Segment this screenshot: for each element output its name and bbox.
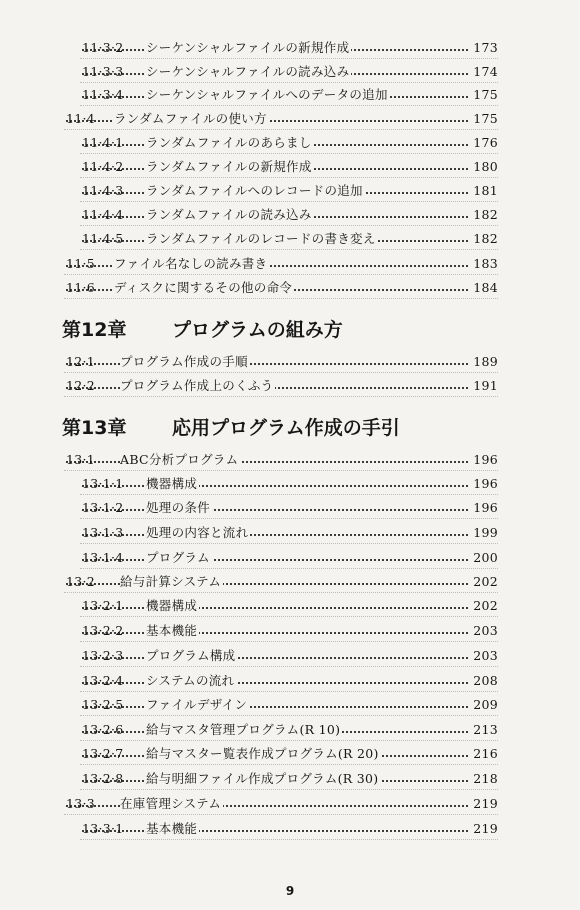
entry-title: 基本機能 [146,620,199,642]
entry-number: 13·3·1 [82,821,124,836]
entry-number: 13·3 [66,796,96,811]
entry-number: 11·4·3 [82,183,124,198]
entry-page: 219 [468,793,498,815]
entry-page: 208 [468,670,498,692]
entry-title: 基本機能 [146,818,199,840]
toc-entry [82,670,498,692]
toc-entry [82,547,498,569]
page-number: 9 [285,884,295,898]
entry-title: ランダムファイルのレコードの書き変え [146,228,378,250]
entry-page: 175 [468,108,498,130]
entry-page: 182 [468,228,498,250]
entry-page: 202 [468,595,498,617]
entry-title: ランダムファイルの読み込み [146,204,314,226]
toc-entry [82,522,498,544]
dot-leader [82,473,468,495]
entry-page: 173 [468,37,498,59]
entry-number: 13·2·8 [82,771,124,786]
toc-entry [66,351,498,373]
toc-entry [66,571,498,593]
entry-title: ランダムファイルの使い方 [114,108,269,130]
entry-number: 13·2·7 [82,746,124,761]
entry-number: 13·2·2 [82,623,124,638]
toc-entry [82,645,498,667]
entry-page: 181 [468,180,498,202]
entry-title: プログラム作成の手順 [120,351,250,373]
dot-leader [82,818,468,840]
entry-number: 13·1 [66,452,96,467]
entry-page: 175 [468,84,498,106]
toc-entry [82,768,498,790]
toc-entry [66,449,498,471]
toc-entry [66,253,498,275]
chapter-label: 第13章 [62,417,127,439]
dot-leader [82,694,468,716]
entry-page: 182 [468,204,498,226]
entry-page: 218 [468,768,498,790]
entry-title: ランダムファイルの新規作成 [146,156,314,178]
entry-title: 給与明細ファイル作成プログラム(R 30) [146,768,380,790]
entry-title: プログラム構成 [146,645,237,667]
toc-entry [82,204,498,226]
toc-entry [82,694,498,716]
entry-page: 203 [468,620,498,642]
entry-number: 13·2·1 [82,598,124,613]
entry-page: 191 [468,375,498,397]
entry-number: 13·2·4 [82,673,124,688]
chapter-heading [62,313,343,347]
entry-title: 機器構成 [146,595,199,617]
chapter-heading [62,411,400,445]
entry-title: 在庫管理システム [120,793,223,815]
entry-page: 196 [468,449,498,471]
entry-number: 12·1 [66,354,96,369]
entry-title: 給与計算システム [120,571,223,593]
entry-number: 13·1·3 [82,525,124,540]
entry-number: 13·1·2 [82,500,124,515]
entry-title: ランダムファイルのあらまし [146,132,314,154]
entry-number: 11·3·4 [82,87,124,102]
entry-number: 11·3·2 [82,40,124,55]
entry-title: ファイル名なしの読み書き [114,253,269,275]
toc-entry [82,180,498,202]
entry-page: 180 [468,156,498,178]
toc-entry [82,473,498,495]
entry-number: 11·4 [66,111,96,126]
entry-title: 処理の内容と流れ [146,522,250,544]
entry-page: 174 [468,61,498,83]
entry-number: 13·2·6 [82,722,124,737]
toc-entry [82,132,498,154]
entry-number: 11·4·4 [82,207,124,222]
chapter-title: プログラムの組み方 [172,319,343,341]
toc-entry [82,61,498,83]
entry-page: 183 [468,253,498,275]
entry-page: 202 [468,571,498,593]
entry-page: 219 [468,818,498,840]
entry-title: システムの流れ [146,670,236,692]
entry-title: ABC分析プログラム [120,449,240,471]
toc-entry [66,277,498,299]
entry-title: シーケンシャルファイルの読み込み [146,61,351,83]
entry-number: 13·2·3 [82,648,124,663]
entry-title: ファイルデザイン [146,694,249,716]
entry-number: 13·2·5 [82,697,124,712]
toc-entry [66,375,498,397]
entry-page: 189 [468,351,498,373]
entry-number: 11·4·1 [82,135,124,150]
dot-leader [82,522,468,544]
toc-entry [82,743,498,765]
entry-title: プログラム [146,547,212,569]
dot-leader [82,670,468,692]
entry-number: 11·5 [66,256,96,271]
entry-number: 11·4·5 [82,231,124,246]
entry-page: 184 [468,277,498,299]
dot-leader [82,547,468,569]
entry-page: 199 [468,522,498,544]
entry-number: 13·1·4 [82,550,124,565]
toc-entry [82,595,498,617]
entry-number: 11·6 [66,280,96,295]
toc-entry [82,497,498,519]
entry-title: ディスクに関するその他の命令 [114,277,294,299]
toc-entry [82,228,498,250]
toc-entry [66,793,498,815]
entry-number: 13·1·1 [82,476,124,491]
toc-entry [82,37,498,59]
chapter-title: 応用プログラム作成の手引 [172,417,400,439]
dot-leader [82,595,468,617]
entry-title: プログラム作成上のくふう [120,375,275,397]
toc-entry [82,719,498,741]
entry-page: 209 [468,694,498,716]
entry-title: 機器構成 [146,473,199,495]
dot-leader [82,497,468,519]
toc-entry [82,156,498,178]
entry-page: 216 [468,743,498,765]
chapter-label: 第12章 [62,319,127,341]
entry-title: 給与マスター覧表作成プログラム(R 20) [146,743,381,765]
dot-leader [82,645,468,667]
entry-page: 203 [468,645,498,667]
dot-leader [82,620,468,642]
toc-entry [82,818,498,840]
entry-number: 13·2 [66,574,96,589]
entry-number: 11·3·3 [82,64,124,79]
entry-title: シーケンシャルファイルの新規作成 [146,37,351,59]
entry-page: 176 [468,132,498,154]
entry-page: 196 [468,497,498,519]
toc-entry [66,108,498,130]
entry-title: 給与マスタ管理プログラム(R 10) [146,719,342,741]
toc-entry [82,620,498,642]
entry-page: 213 [468,719,498,741]
entry-number: 11·4·2 [82,159,124,174]
entry-title: ランダムファイルへのレコードの追加 [146,180,365,202]
toc-entry [82,84,498,106]
entry-page: 196 [468,473,498,495]
entry-page: 200 [468,547,498,569]
entry-title: 処理の条件 [146,497,212,519]
entry-title: シーケンシャルファイルへのデータの追加 [146,84,390,106]
entry-number: 12·2 [66,378,96,393]
